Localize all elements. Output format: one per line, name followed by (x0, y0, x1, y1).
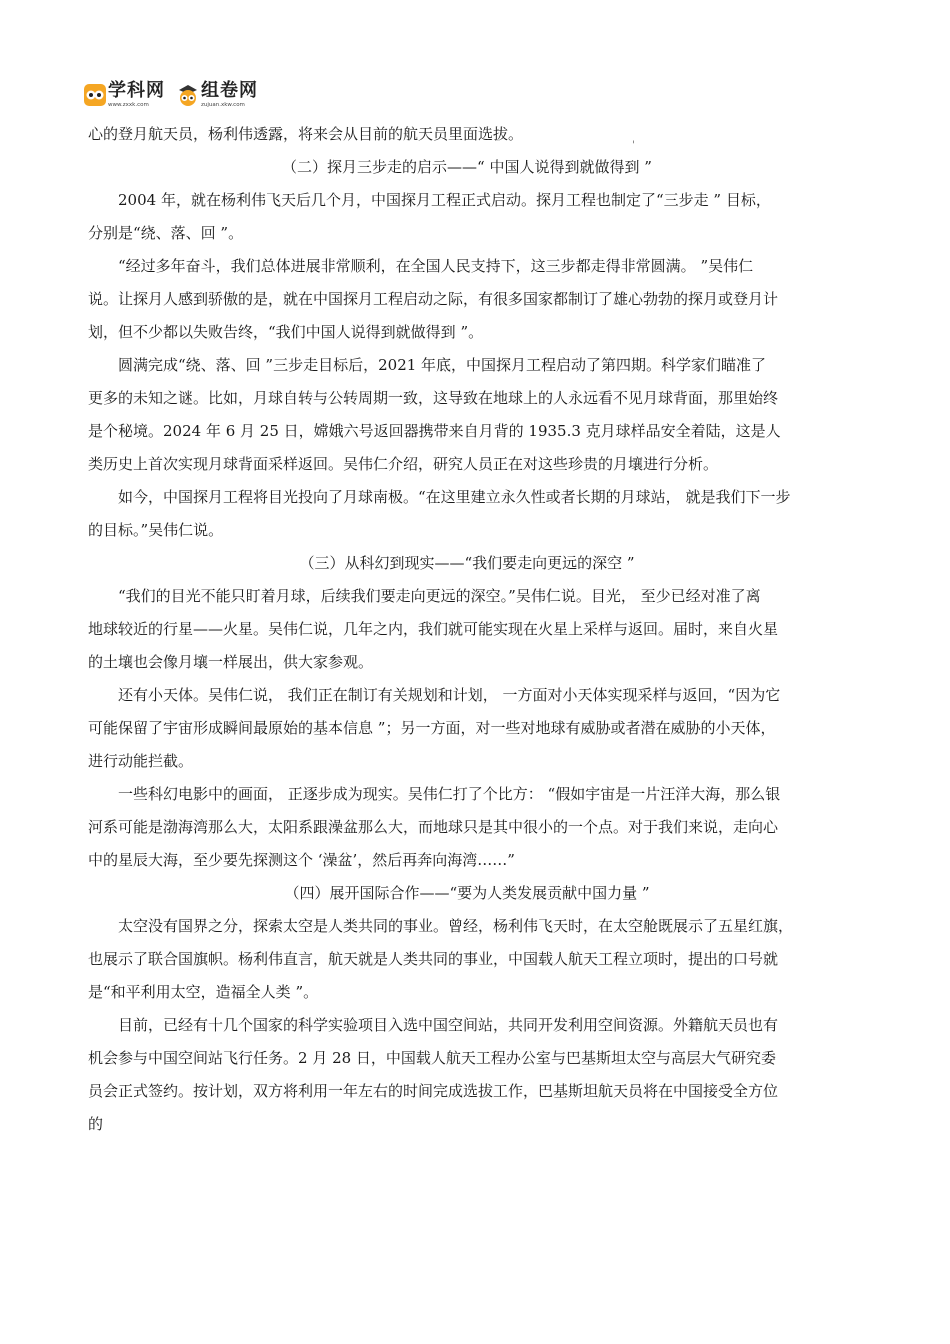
paragraph-line: 圆满完成“绕、落、回 ”三步走目标后，2021 年底，中国探月工程启动了第四期。科学家们瞄准了 (118, 356, 767, 374)
logo-name: 组卷网 (201, 80, 258, 101)
text-line: 地球较近的行星——火星。吴伟仁说，几年之内，我们就可能实现在火星上采样与返回。届时，来自火星 (88, 620, 779, 638)
owl-icon (177, 84, 199, 106)
text-line: 进行动能拦截。 (88, 752, 194, 770)
paragraph-line: “我们的目光不能只盯着月球，后续我们要走向更远的深空。”吴伟仁说。目光， 至少已经对准了离 (118, 587, 761, 605)
paragraph-line: 如今，中国探月工程将目光投向了月球南极。“在这里建立永久性或者长期的月球站， 就是我们下一步 (118, 488, 791, 506)
text-line: 河系可能是渤海湾那么大，太阳系跟澡盆那么大，而地球只是其中很小的一个点。对于我们来说，走向心 (88, 818, 779, 836)
text-line: 更多的未知之谜。比如，月球自转与公转周期一致，这导致在地球上的人永远看不见月球背面，那里始终 (88, 389, 779, 407)
zujuan-logo[interactable] (177, 80, 258, 109)
text-line: 类历史上首次实现月球背面采样返回。吴伟仁介绍，研究人员正在对这些珍贵的月壤进行分析。 (88, 455, 719, 473)
text-line: 是“和平利用太空，造福全人类 ”。 (88, 983, 319, 1001)
text-line: 的目标。”吴伟仁说。 (88, 521, 224, 539)
paragraph-line: 一些科幻电影中的画面， 正逐步成为现实。吴伟仁打了个比方： “假如宇宙是一片汪洋大海，那么银 (118, 785, 781, 803)
text-line: 也展示了联合国旗帜。杨利伟直言，航天就是人类共同的事业，中国载人航天工程立项时，提出的口号就 (88, 950, 779, 968)
text-line: 的土壤也会像月壤一样展出，供大家参观。 (88, 653, 374, 671)
text-line: 员会正式签约。按计划，双方将利用一年左右的时间完成选拔工作，巴基斯坦航天员将在中国接受全方位 (88, 1082, 779, 1100)
page-header (84, 80, 270, 114)
text-line: 可能保留了宇宙形成瞬间最原始的基本信息 ”；另一方面，对一些对地球有威胁或者潜在威胁的小天体， (88, 719, 776, 737)
article-body (88, 118, 846, 1141)
text-line: 中的星辰大海，至少要先探测这个 ‘澡盆’，然后再奔向海湾……” (88, 851, 515, 869)
paragraph-line: 目前，已经有十几个国家的科学实验项目入选中国空间站，共同开发利用空间资源。外籍航天员也有 (118, 1016, 779, 1034)
section-heading: （二）探月三步走的启示——“ 中国人说得到就做得到 ” (282, 158, 652, 176)
section-heading: （三）从科幻到现实——“我们要走向更远的深空 ” (299, 554, 635, 572)
section-heading: （四）展开国际合作——“要为人类发展贡献中国力量 ” (284, 884, 650, 902)
owl-icon (84, 84, 106, 106)
text-line: 心的登月航天员，杨利伟透露，将来会从目前的航天员里面选拔。 (88, 125, 524, 143)
text-line: 说。让探月人感到骄傲的是，就在中国探月工程启动之际，有很多国家都制订了雄心勃勃的探月或登月计 (88, 290, 779, 308)
text-line: 划，但不少都以失败告终，“我们中国人说得到就做得到 ”。 (88, 323, 484, 341)
logo-name: 学科网 (108, 80, 165, 101)
zxxk-logo[interactable] (84, 80, 165, 109)
logo-url: www.zxxk.com (108, 102, 149, 108)
paragraph-line: 2004 年，就在杨利伟飞天后几个月，中国探月工程正式启动。探月工程也制定了“三步走 ” 目标， (118, 191, 771, 209)
text-line: 机会参与中国空间站飞行任务。2 月 28 日，中国载人航天工程办公室与巴基斯坦太空与高层大气研究委 (88, 1049, 776, 1067)
text-line: 是个秘境。2024 年 6 月 25 日，嫦娥六号返回器携带来自月背的 1935.3 克月球样品安全着陆，这是人 (88, 422, 781, 440)
text-line: 分别是“绕、落、回 ”。 (88, 224, 244, 242)
paragraph-line: 还有小天体。吴伟仁说， 我们正在制订有关规划和计划， 一方面对小天体实现采样与返回，“因为它 (118, 686, 781, 704)
paragraph-line: 太空没有国界之分，探索太空是人类共同的事业。曾经，杨利伟飞天时，在太空舱既展示了五星红旗， (118, 917, 794, 935)
paragraph-line: “经过多年奋斗，我们总体进展非常顺利，在全国人民支持下，这三步都走得非常圆满。 ”吴伟仁 (118, 257, 754, 275)
stray-mark: ' (632, 140, 635, 151)
logo-url: zujuan.xkw.com (201, 102, 245, 108)
text-line: 的 (88, 1115, 104, 1133)
